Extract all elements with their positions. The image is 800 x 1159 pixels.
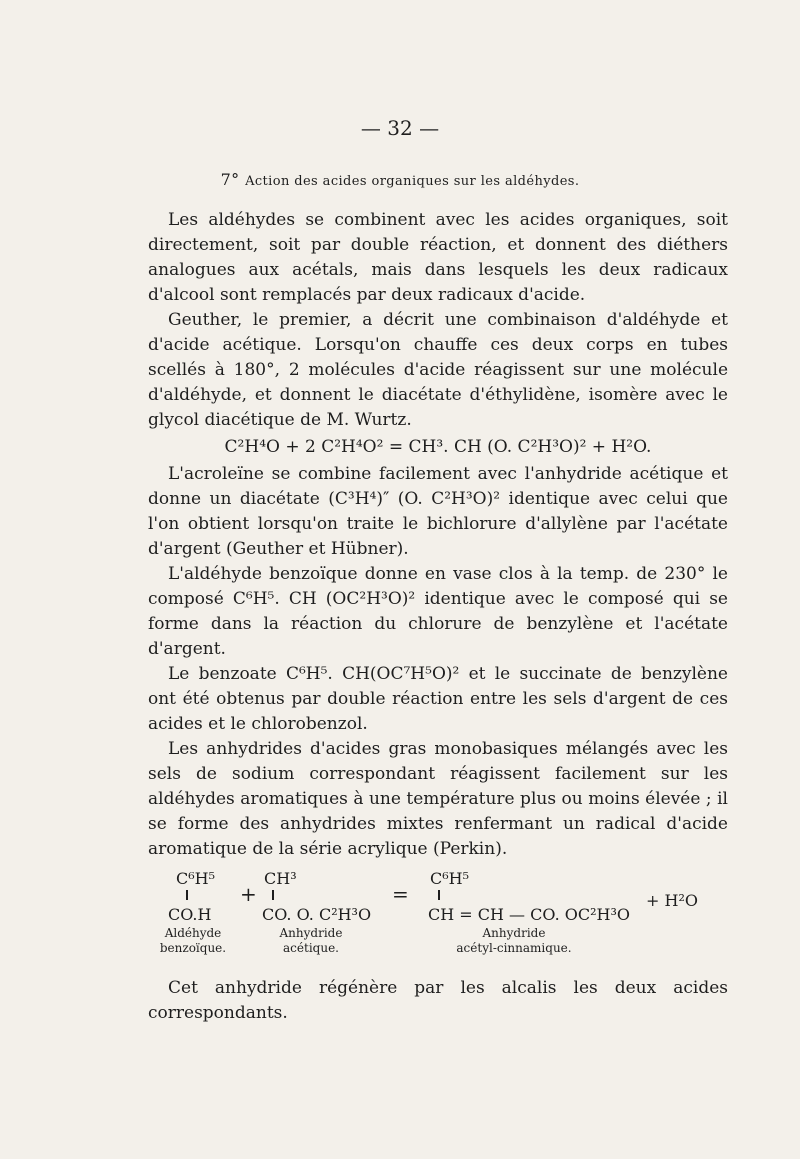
paragraph-7: Cet anhydride régénère par les alcalis les deux acides correspondants.: [148, 978, 728, 1023]
body-text: [148, 208, 728, 1026]
paragraph-3: L'acroleïne se combine facilement avec l'anhydride acétique et donne un diacétate (C³H⁴)″ (O. C²H³O)² identique avec celui que l'on obtient lorsqu'on traite le bichlorure d'allylène par l'acétate d'argent (Geuther et Hübner).: [148, 464, 728, 559]
caption-benzaldehyde: [148, 926, 238, 956]
paragraph-6: Les anhydrides d'acides gras monobasiques mélangés avec les sels de sodium correspondant réagissent facilement sur les aldéhydes aromatiques à une température plus ou moins élevée ; il se forme des anhydrides mixtes renfermant un radical d'acide aromatique de la série acrylique (Perkin).: [148, 739, 728, 859]
page-number: — 32 —: [360, 116, 440, 140]
product-bottom: CH = CH — CO. OC²H³O: [428, 905, 630, 924]
caption-product-text: Anhydride acétyl-cinnamique.: [456, 926, 572, 955]
product-top: C⁶H⁵: [430, 869, 470, 888]
section-title: Action des acides organiques sur les aldéhydes.: [245, 174, 580, 189]
caption-benzaldehyde-text: Aldéhyde benzoïque.: [159, 926, 227, 955]
anhydride-top: CH³: [264, 869, 297, 888]
paragraph-5: Le benzoate C⁶H⁵. CH(OC⁷H⁵O)² et le succinate de benzylène ont été obtenus par double réaction entre les sels d'argent de ces acides et le chlorobenzol.: [148, 664, 728, 734]
section-heading: [0, 170, 800, 189]
reaction-scheme: [148, 866, 728, 976]
equation-diacetate: C²H⁴O + 2 C²H⁴O² = CH³. CH (O. C²H³O)² + H²O.: [224, 437, 652, 457]
caption-anhydride: [256, 926, 366, 956]
caption-anhydride-text: Anhydride acétique.: [279, 926, 343, 955]
bond-line: [272, 890, 274, 900]
equals-sign: =: [392, 882, 409, 906]
bond-line: [438, 890, 440, 900]
paragraph-4: L'aldéhyde benzoïque donne en vase clos à la temp. de 230° le composé C⁶H⁵. CH (OC²H³O)² identique avec le composé qui se forme dans la réaction du chlorure de benzylène et l'acétate d'argent.: [148, 564, 728, 659]
bond-line: [186, 890, 188, 900]
caption-product: [434, 926, 594, 956]
water-term: + H²O: [646, 891, 698, 910]
plus-sign: +: [240, 882, 257, 906]
section-number: 7°: [220, 170, 240, 189]
paragraph-1: Les aldéhydes se combinent avec les acides organiques, soit directement, soit par double réaction, et donnent des diéthers analogues aux acétals, mais dans lesquels les deux radicaux d'alcool sont remplacés par deux radicaux d'acide.: [148, 210, 728, 305]
benzaldehyde-top: C⁶H⁵: [176, 869, 216, 888]
benzaldehyde-bottom: CO.H: [168, 905, 212, 924]
paragraph-2: Geuther, le premier, a décrit une combinaison d'aldéhyde et d'acide acétique. Lorsqu'on chauffe ces deux corps en tubes scellés à 180°, 2 molécules d'acide réagissent sur une molécule d'aldéhyde, et donnent le diacétate d'éthylidène, isomère avec le glycol diacétique de M. Wurtz.: [148, 310, 728, 430]
anhydride-bottom: CO. O. C²H³O: [262, 905, 372, 924]
